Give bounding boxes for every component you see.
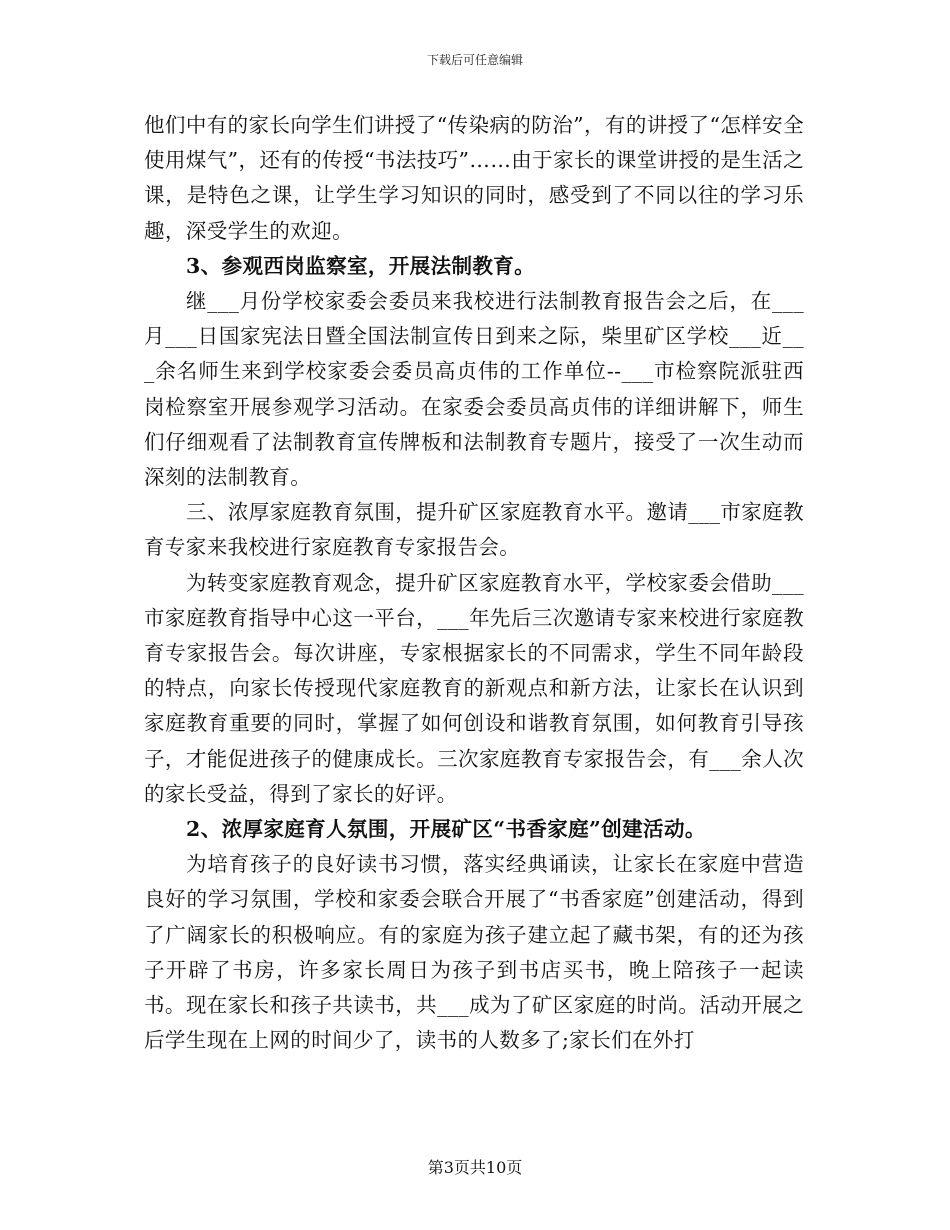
- page-footer: 第3页共10页: [427, 1158, 523, 1177]
- paragraph-2: 继___月份学校家委会委员来我校进行法制教育报告会之后，在___月___日国家宪法日暨全国法制宣传日到来之际，柴里矿区学校___近___余名师生来到学校家委会委员高贞伟的工作单位--___市检察院派驻西岗检察室开展参观学习活动。在家委会委员高贞伟的详细讲解下，师生们仔细观看了法制教育宣传牌板和法制教育专题片，接受了一次生动而深刻的法制教育。: [144, 289, 804, 490]
- paragraph-1: 他们中有的家长向学生们讲授了“传染病的防治”，有的讲授了“怎样安全使用煤气”，还有的传授“书法技巧”……由于家长的课堂讲授的是生活之课，是特色之课，让学生学习知识的同时，感受到了不同以往的学习乐趣，深受学生的欢迎。: [144, 113, 804, 243]
- section-heading-2: 2、浓厚家庭育人氛围，开展矿区“书香家庭”创建活动。: [186, 817, 706, 842]
- paragraph-3: 三、浓厚家庭教育氛围，提升矿区家庭教育水平。邀请___市家庭教育专家来我校进行家庭教育专家报告会。: [144, 500, 804, 560]
- document-body: [144, 108, 804, 1058]
- section-heading-3: 3、参观西岗监察室，开展法制教育。: [186, 253, 536, 278]
- paragraph-5: 为培育孩子的良好读书习惯，落实经典诵读，让家长在家庭中营造良好的学习氛围，学校和家委会联合开展了“书香家庭”创建活动，得到了广阔家长的积极响应。有的家庭为孩子建立起了藏书架，有的还为孩子开辟了书房，许多家长周日为孩子到书店买书，晚上陪孩子一起读书。现在家长和孩子共读书，共___成为了矿区家庭的时尚。活动开展之后学生现在上网的时间少了，读书的人数多了;家长们在外打: [144, 852, 804, 1053]
- page-header: 下载后可任意编辑: [426, 53, 523, 67]
- paragraph-4: 为转变家庭教育观念，提升矿区家庭教育水平，学校家委会借助___市家庭教育指导中心这一平台，___年先后三次邀请专家来校进行家庭教育专家报告会。每次讲座，专家根据家长的不同需求，学生不同年龄段的特点，向家长传授现代家庭教育的新观点和新方法，让家长在认识到家庭教育重要的同时，掌握了如何创设和谐教育氛围，如何教育引导孩子，才能促进孩子的健康成长。三次家庭教育专家报告会，有___余人次的家长受益，得到了家长的好评。: [144, 570, 804, 806]
